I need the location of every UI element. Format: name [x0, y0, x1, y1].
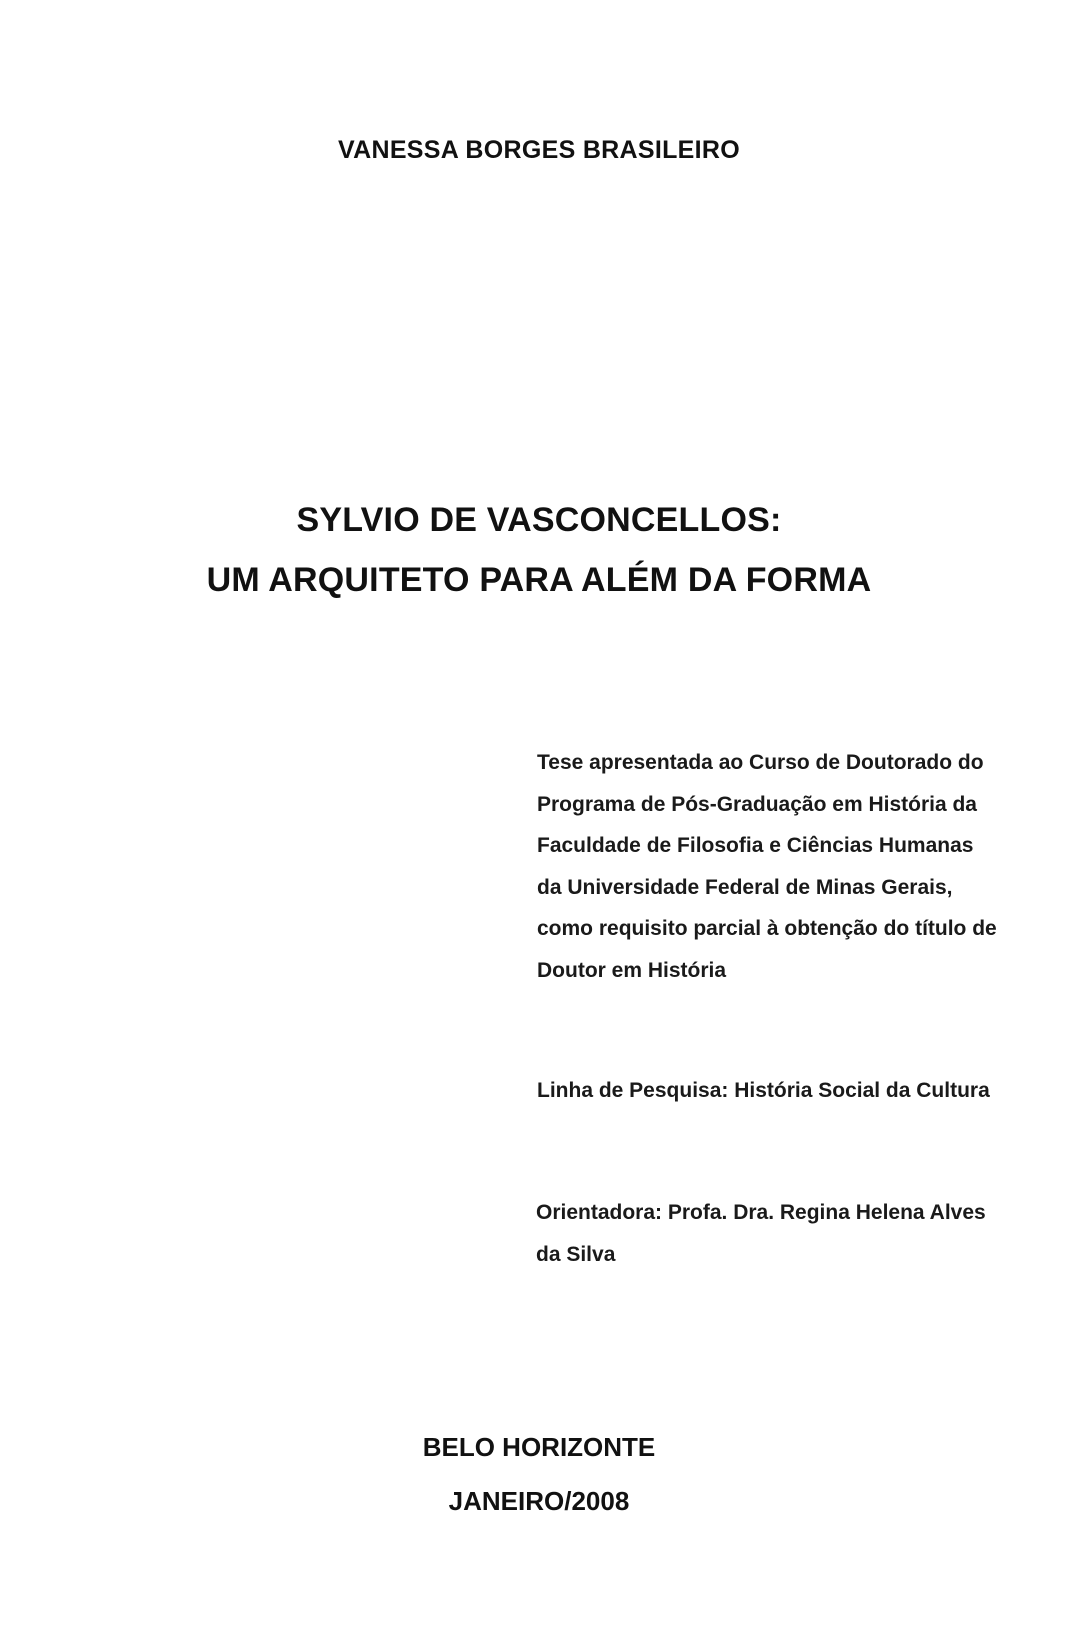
- author-name: VANESSA BORGES BRASILEIRO: [338, 136, 740, 164]
- thesis-title: [0, 490, 1078, 610]
- footer: [0, 1420, 1078, 1528]
- thesis-description: Tese apresentada ao Curso de Doutorado do Programa de Pós-Graduação em História da Faculdade de Filosofia e Ciências Humanas da Universidade Federal de Minas Gerais, como requisito parcial à obtenção do título de Doutor em História: [537, 751, 997, 982]
- date: JANEIRO/2008: [448, 1486, 630, 1516]
- title-line-1: SYLVIO DE VASCONCELLOS:: [296, 501, 782, 539]
- advisor: Orientadora: Profa. Dra. Regina Helena Alves da Silva: [536, 1201, 986, 1266]
- city: BELO HORIZONTE: [422, 1432, 656, 1462]
- title-line-2: UM ARQUITETO PARA ALÉM DA FORMA: [206, 561, 872, 599]
- research-line: Linha de Pesquisa: História Social da Cultura: [537, 1079, 990, 1102]
